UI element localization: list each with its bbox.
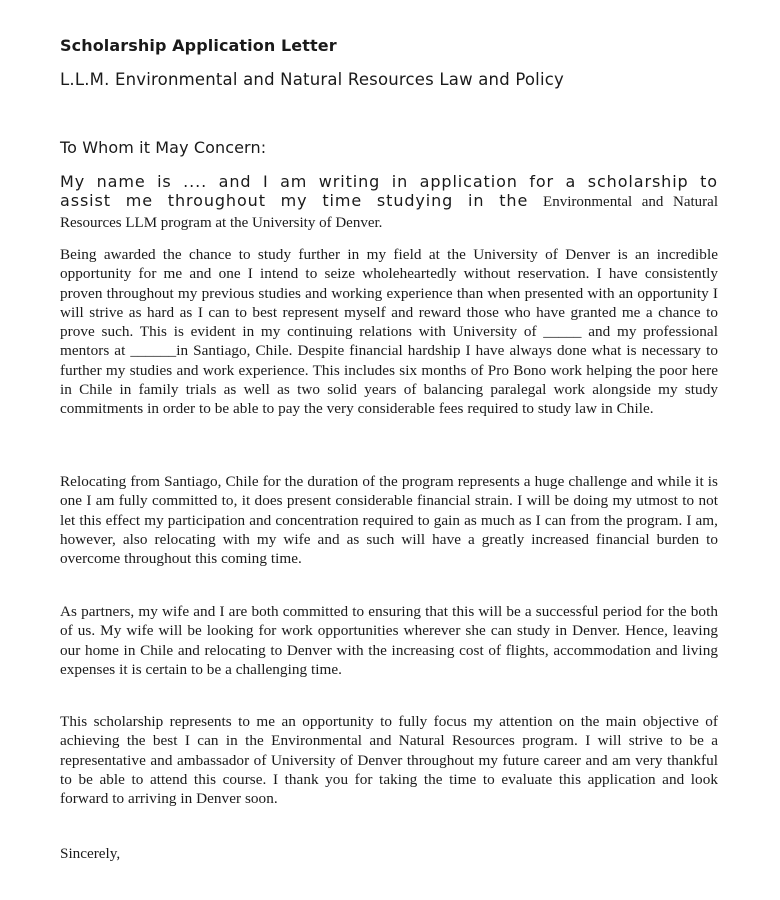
salutation: To Whom it May Concern:	[60, 138, 267, 157]
closing: Sincerely,	[60, 845, 121, 862]
body-paragraph-1: Being awarded the chance to study further in my field at the University of Denver is an incredible opportunity for me and one I intend to seize wholeheartedly without reservation. I have consistently proven throughout my previous studies and working experience than when presented with an opportunity I will strive as hard as I can to best represent myself and reward those who have granted me a chance to prove such. This is evident in my continuing relations with University of _____ and my professional mentors at ______in Santiago, Chile. Despite financial hardship I have always done what is necessary to further my studies and work experience. This includes six months of Pro Bono work helping the poor here in Chile in family trials as well as two solid years of balancing paralegal work alongside my study commitments in order to be able to pay the very considerable fees required to study law in Chile.	[60, 246, 718, 418]
intro-main-text: My name is .... and I am writing in application for a scholarship to assist me throughout my time studying in the	[60, 172, 718, 210]
letter-title: Scholarship Application Letter	[60, 36, 337, 55]
intro-tail-text: Environmental and Natural Resources LLM program at the University of Denver.	[60, 194, 718, 231]
letter-subtitle: L.L.M. Environmental and Natural Resources Law and Policy	[60, 70, 564, 89]
body-paragraph-4: This scholarship represents to me an opportunity to fully focus my attention on the main objective of achieving the best I can in the Environmental and Natural Resources program. I will strive to be a representative and ambassador of University of Denver throughout my future career and am very thankful to be able to attend this course. I thank you for taking the time to evaluate this application and look forward to arriving in Denver soon.	[60, 713, 718, 808]
intro-paragraph	[60, 172, 718, 233]
body-paragraph-2: Relocating from Santiago, Chile for the duration of the program represents a huge challenge and while it is one I am fully committed to, it does present considerable financial strain. I will be doing my utmost to not let this effect my participation and concentration required to gain as much as I can from the program. I am, however, also relocating with my wife and as such will have a greatly increased financial burden to overcome throughout this coming time.	[60, 473, 718, 568]
body-paragraph-3: As partners, my wife and I are both committed to ensuring that this will be a successful period for the both of us. My wife will be looking for work opportunities wherever she can study in Denver. Hence, leaving our home in Chile and relocating to Denver with the increasing cost of flights, accommodation and living expenses it is certain to be a challenging time.	[60, 603, 718, 678]
